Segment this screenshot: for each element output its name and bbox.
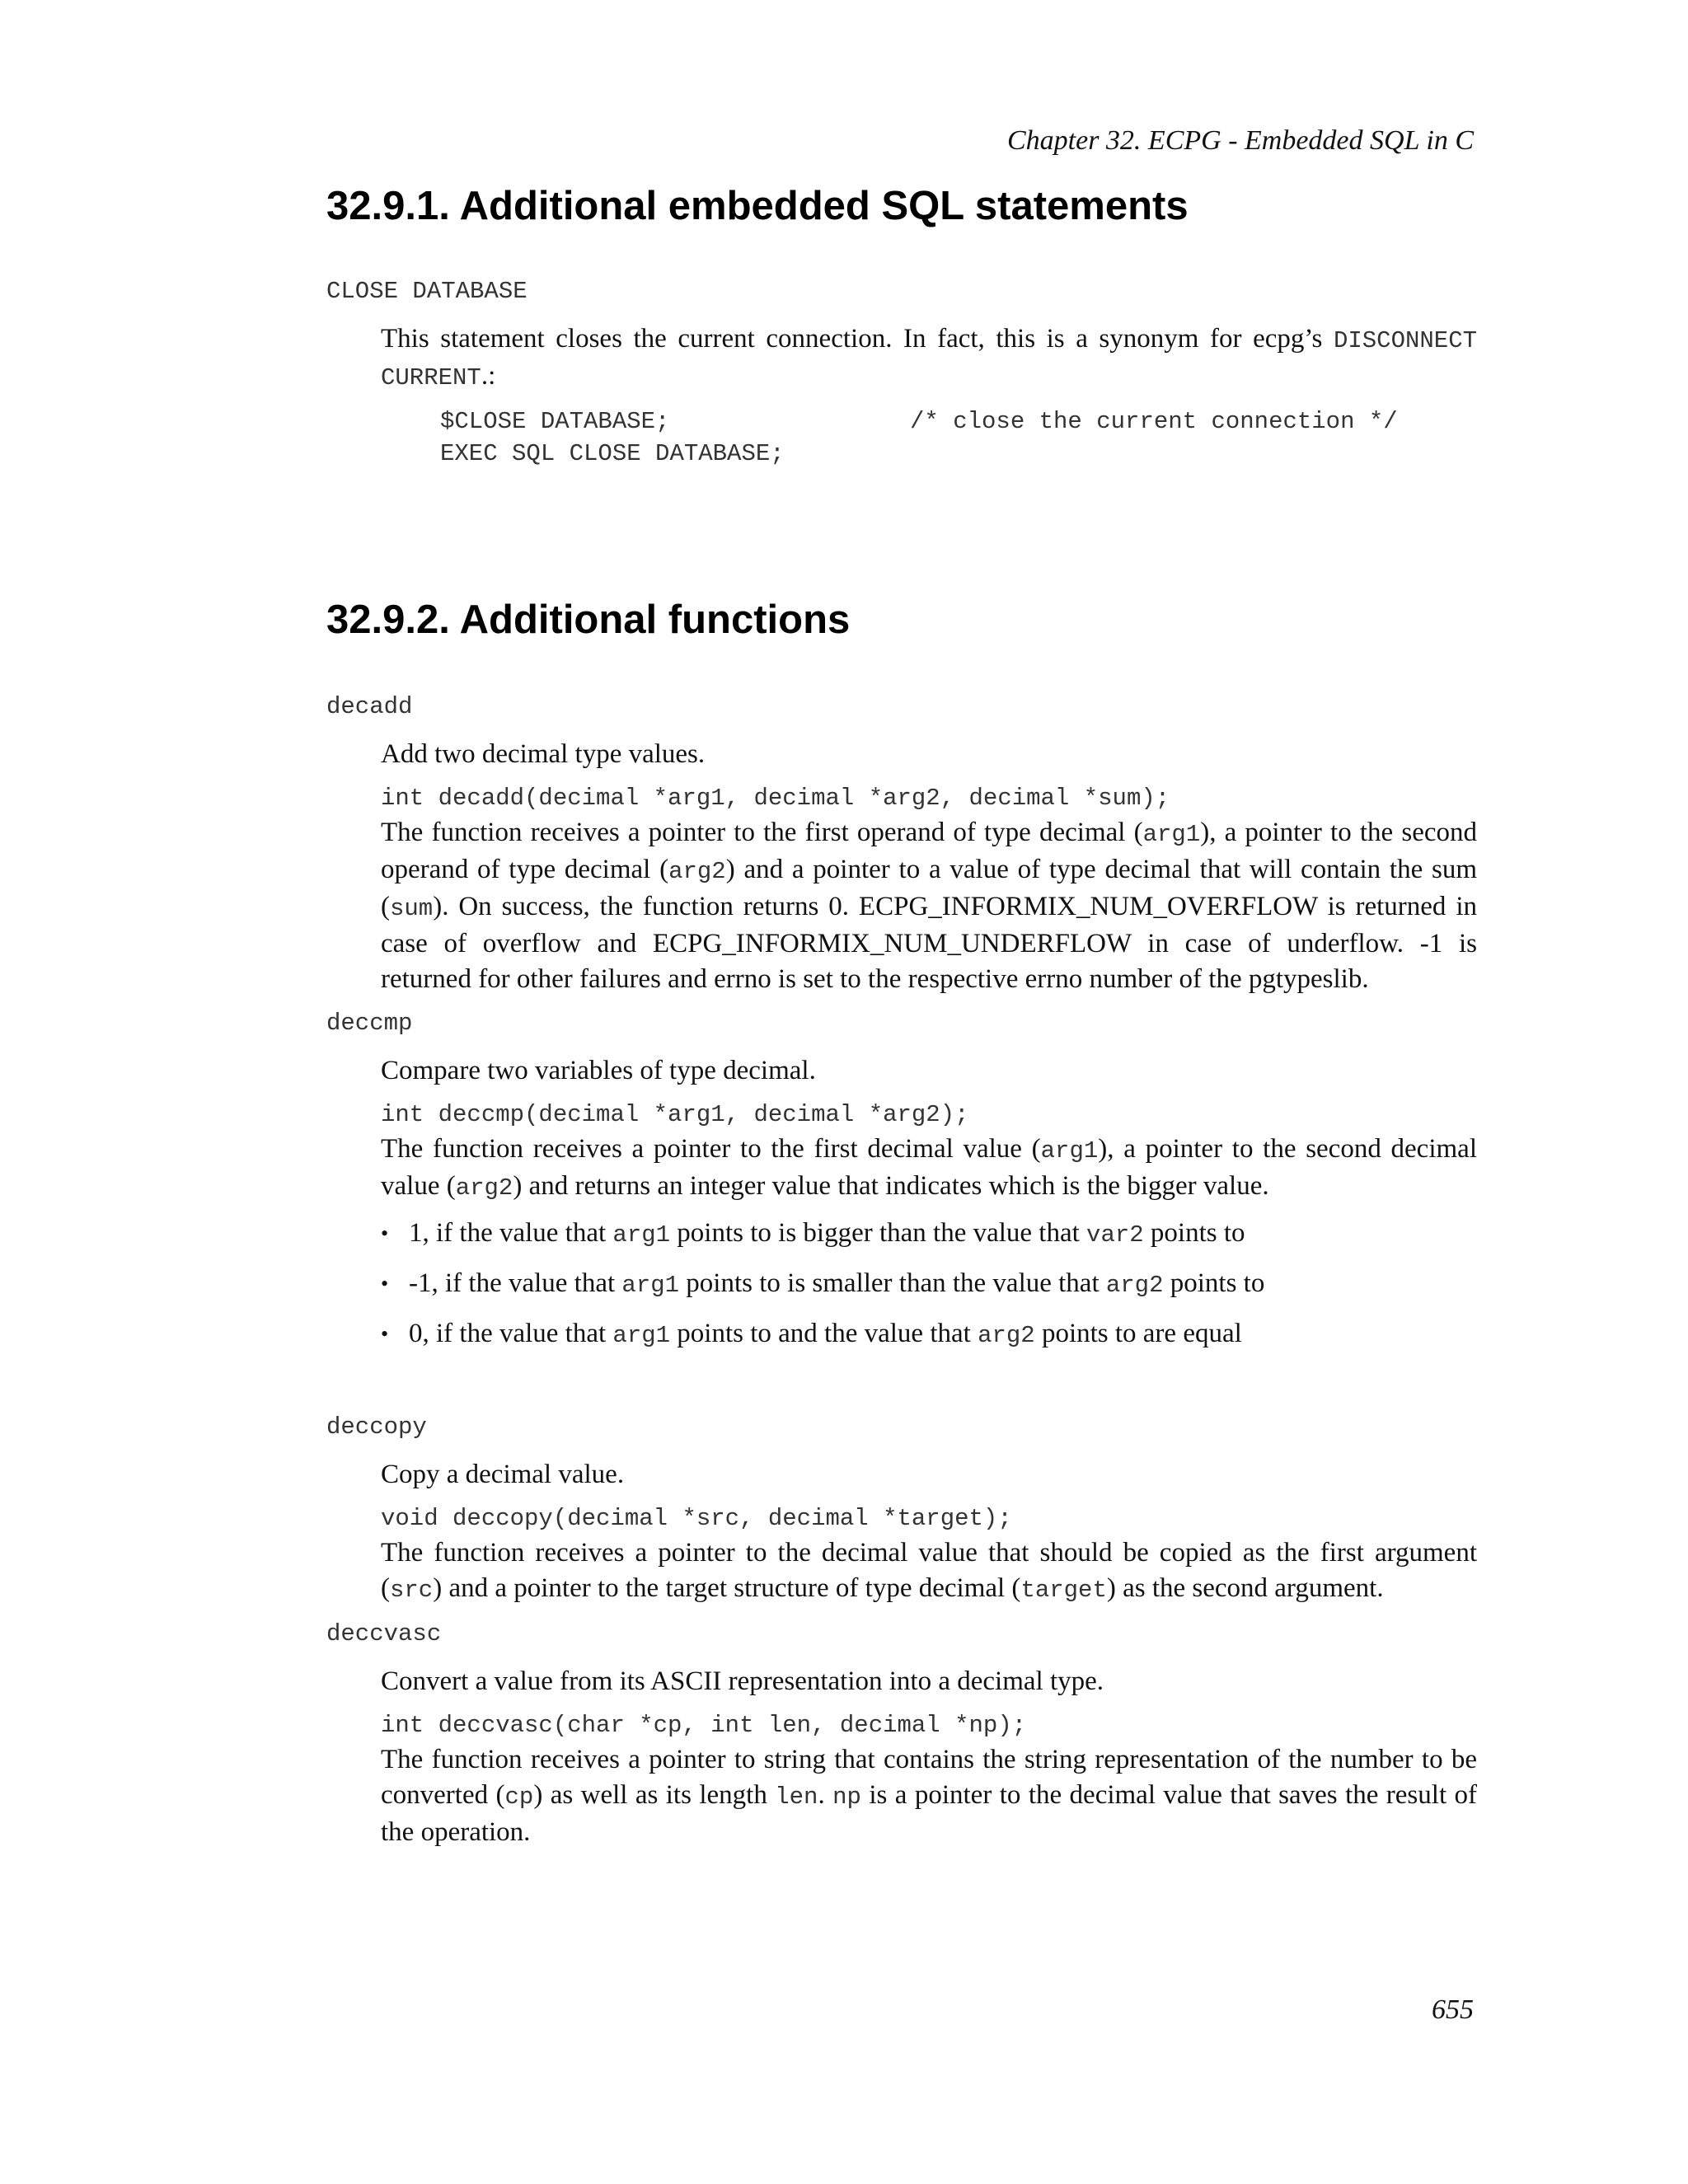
summary: Copy a decimal value. [381, 1460, 625, 1489]
page-content [326, 181, 1477, 1850]
code-example [440, 405, 1477, 470]
code-line: $CLOSE DATABASE; [440, 408, 670, 435]
summary: Add two decimal type values. [381, 739, 706, 769]
section-heading-functions: 32.9.2. Additional functions [326, 598, 851, 642]
code-line: EXEC SQL CLOSE DATABASE; [440, 440, 785, 467]
desc-deccopy [381, 1457, 1477, 1608]
function-synopsis: int deccvasc(char *cp, int len, decimal *np); [381, 1712, 1027, 1739]
list-item: • 0, if the value that arg1 points to and the value that arg2 points to are equal [381, 1316, 1477, 1353]
term-decadd: decadd [326, 693, 413, 720]
desc-deccmp [381, 1053, 1477, 1353]
desc-close-database [381, 321, 1477, 470]
function-description: The function receives a pointer to string that contains the string representation of the number to be converted (cp) as well as its length len. np is a pointer to the decimal value that saves the result of the operation. [381, 1745, 1478, 1847]
function-synopsis: int decadd(decimal *arg1, decimal *arg2, decimal *sum); [381, 785, 1170, 812]
section-heading-statements: 32.9.1. Additional embedded SQL statements [326, 184, 1189, 228]
term-deccmp: deccmp [326, 1010, 413, 1037]
term-close-database: CLOSE DATABASE [326, 278, 528, 305]
function-synopsis: void deccopy(decimal *src, decimal *target); [381, 1505, 1012, 1532]
desc-decadd [381, 737, 1477, 997]
running-header: Chapter 32. ECPG - Embedded SQL in C [1006, 125, 1474, 156]
function-description: The function receives a pointer to the first operand of type decimal (arg1), a pointer to the second operand of type decimal (arg2) and a pointer to a value of type decimal that will contain the sum (sum). On success, the function returns 0. ECPG_INFORMIX_NUM_OVERFLOW is returned in case of overflow and ECPG_INFORMIX_NUM_UNDERFLOW in case of underflow. -1 is returned for other failures and errno is set to the respective errno number of the pgtypeslib. [381, 818, 1478, 994]
function-description: The function receives a pointer to the first decimal value (arg1), a pointer to the second decimal value (arg2) and returns an integer value that indicates which is the bigger value. [381, 1134, 1477, 1202]
summary: Compare two variables of type decimal. [381, 1056, 816, 1085]
term-deccvasc: deccvasc [326, 1620, 442, 1647]
desc-deccvasc [381, 1664, 1477, 1850]
comparison-results-list [381, 1216, 1477, 1353]
summary: Convert a value from its ASCII representation into a decimal type. [381, 1666, 1104, 1696]
code-comment: /* close the current connection */ [910, 408, 1398, 435]
list-item: • -1, if the value that arg1 points to is smaller than the value that arg2 points to [381, 1266, 1477, 1303]
function-synopsis: int deccmp(decimal *arg1, decimal *arg2); [381, 1101, 969, 1128]
list-item: • 1, if the value that arg1 points to is bigger than the value that var2 points to [381, 1216, 1477, 1253]
close-database-text: This statement closes the current connection. In fact, this is a synonym for ecpg’s DISCONNECT CURRENT.: [381, 324, 1477, 391]
page-number: 655 [1432, 1994, 1474, 2025]
inline-code: DISCONNECT CURRENT [381, 327, 1477, 391]
term-deccopy: deccopy [326, 1413, 427, 1441]
function-description: The function receives a pointer to the decimal value that should be copied as the first argument (src) and a pointer to the target structure of type decimal (target) as the second argument. [381, 1538, 1477, 1604]
